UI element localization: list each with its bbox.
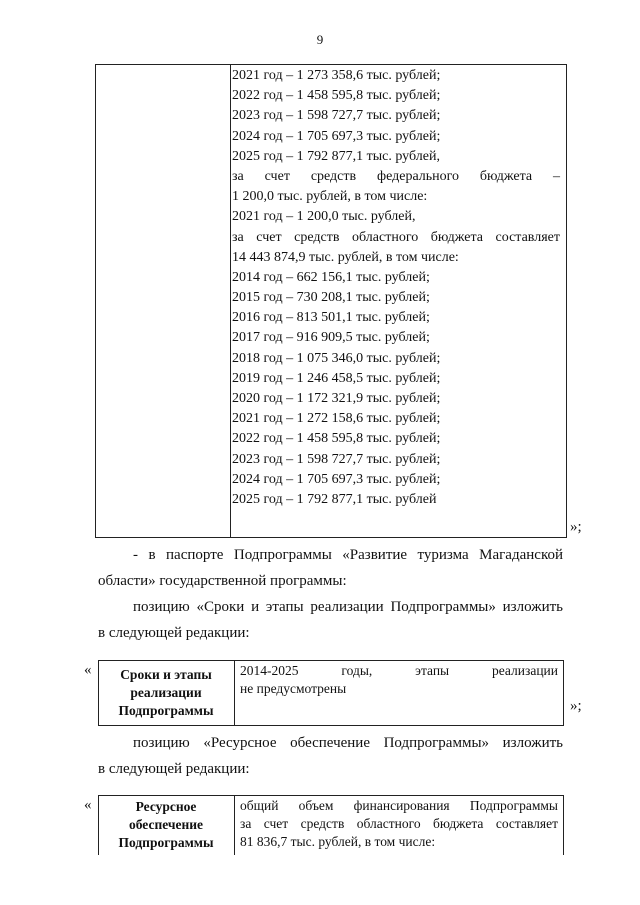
label-line: обеспечение bbox=[128, 817, 204, 832]
closing-quote: »; bbox=[570, 519, 582, 535]
value-line: за счет средств областного бюджета составляет bbox=[240, 816, 558, 831]
funding-line: 2023 год – 1 598 727,7 тыс. рублей; bbox=[232, 108, 441, 124]
label-line: Ресурсное bbox=[135, 799, 197, 814]
value-line: 81 836,7 тыс. рублей, в том числе: bbox=[240, 834, 436, 849]
closing-quote: »; bbox=[570, 698, 582, 714]
funding-line: 2019 год – 1 246 458,5 тыс. рублей; bbox=[232, 370, 441, 386]
funding-line: 2025 год – 1 792 877,1 тыс. рублей, bbox=[232, 148, 440, 164]
value-line: не предусмотрены bbox=[240, 681, 347, 696]
funding-line: 1 200,0 тыс. рублей, в том числе: bbox=[232, 189, 428, 205]
funding-breakdown-text bbox=[232, 66, 560, 510]
funding-line: за счет средств областного бюджета составляет bbox=[232, 229, 560, 245]
funding-line: 2024 год – 1 705 697,3 тыс. рублей; bbox=[232, 471, 441, 487]
terms-value bbox=[240, 662, 558, 698]
paragraph-continuation bbox=[98, 570, 563, 593]
opening-quote: « bbox=[84, 797, 92, 813]
opening-quote: « bbox=[84, 662, 92, 678]
funding-line: 2021 год – 1 273 358,6 тыс. рублей; bbox=[232, 68, 441, 83]
page-number: 9 bbox=[316, 32, 324, 47]
paragraph-line: в следующей редакции: bbox=[98, 625, 250, 641]
paragraph-line: - в паспорте Подпрограммы «Развитие туризма Магаданской bbox=[133, 547, 563, 563]
value-line: общий объем финансирования Подпрограммы bbox=[240, 798, 558, 813]
funding-line: 2018 год – 1 075 346,0 тыс. рублей; bbox=[232, 350, 441, 366]
funding-line: 14 443 874,9 тыс. рублей, в том числе: bbox=[232, 249, 459, 265]
funding-line: 2023 год – 1 598 727,7 тыс. рублей; bbox=[232, 451, 441, 467]
label-line: реализации bbox=[130, 685, 202, 700]
funding-line: за счет средств федерального бюджета – bbox=[232, 168, 560, 184]
resource-label bbox=[98, 798, 234, 852]
paragraph-line: области» государственной программы: bbox=[98, 573, 347, 589]
label-line: Подпрограммы bbox=[118, 835, 214, 850]
funding-line: 2021 год – 1 272 158,6 тыс. рублей; bbox=[232, 411, 441, 427]
label-line: Сроки и этапы bbox=[120, 667, 212, 682]
terms-label bbox=[98, 666, 234, 720]
paragraph-continuation bbox=[98, 758, 563, 781]
funding-line: 2025 год – 1 792 877,1 тыс. рублей bbox=[232, 491, 437, 507]
funding-line: 2017 год – 916 909,5 тыс. рублей; bbox=[232, 330, 430, 346]
funding-line: 2022 год – 1 458 595,8 тыс. рублей; bbox=[232, 88, 441, 104]
funding-line: 2014 год – 662 156,1 тыс. рублей; bbox=[232, 269, 430, 285]
resource-value bbox=[240, 797, 558, 851]
column-divider bbox=[230, 65, 231, 537]
paragraph-terms-position bbox=[133, 596, 563, 619]
label-line: Подпрограммы bbox=[118, 703, 214, 718]
column-divider bbox=[234, 796, 235, 855]
funding-line: 2022 год – 1 458 595,8 тыс. рублей; bbox=[232, 431, 441, 447]
funding-line: 2024 год – 1 705 697,3 тыс. рублей; bbox=[232, 128, 441, 144]
column-divider bbox=[234, 661, 235, 725]
value-line: 2014-2025 годы, этапы реализации bbox=[240, 663, 558, 678]
paragraph-subprogram-passport bbox=[133, 544, 563, 567]
funding-line: 2020 год – 1 172 321,9 тыс. рублей; bbox=[232, 391, 441, 406]
paragraph-line: в следующей редакции: bbox=[98, 761, 250, 777]
paragraph-line: позицию «Сроки и этапы реализации Подпрограммы» изложить bbox=[133, 599, 563, 615]
funding-line: 2016 год – 813 501,1 тыс. рублей; bbox=[232, 310, 430, 326]
funding-line: 2021 год – 1 200,0 тыс. рублей, bbox=[232, 209, 416, 225]
funding-line: 2015 год – 730 208,1 тыс. рублей; bbox=[232, 290, 430, 306]
paragraph-continuation bbox=[98, 622, 563, 645]
paragraph-resource-position bbox=[133, 732, 563, 755]
paragraph-line: позицию «Ресурсное обеспечение Подпрограммы» изложить bbox=[133, 735, 563, 751]
